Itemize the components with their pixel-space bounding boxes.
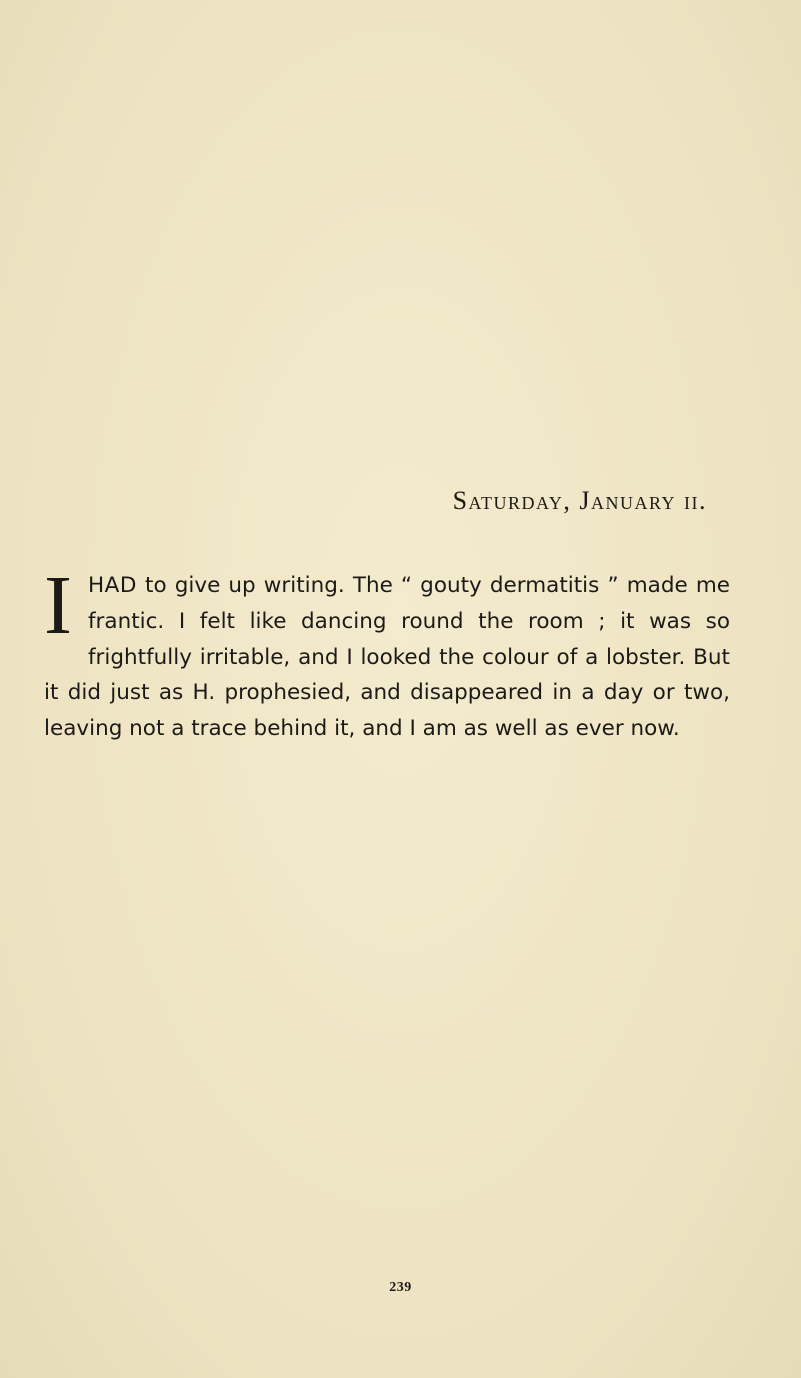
body-paragraph	[44, 559, 730, 747]
entry-heading: Saturday, January ii.	[452, 486, 707, 515]
paragraph-text: to give up writing. The “ gouty dermatitis ” made me frantic. I felt like dancing round the room ; it was so frightfully irritable, and I looked the colour of a lobster. But it did just as H. prophesied, and disappeared in a day or two, leaving not a trace behind it, and I am as well as ever now.	[44, 573, 730, 742]
page-number: 239	[389, 1280, 412, 1295]
drop-cap: I	[44, 559, 72, 652]
first-word: HAD	[87, 573, 137, 598]
